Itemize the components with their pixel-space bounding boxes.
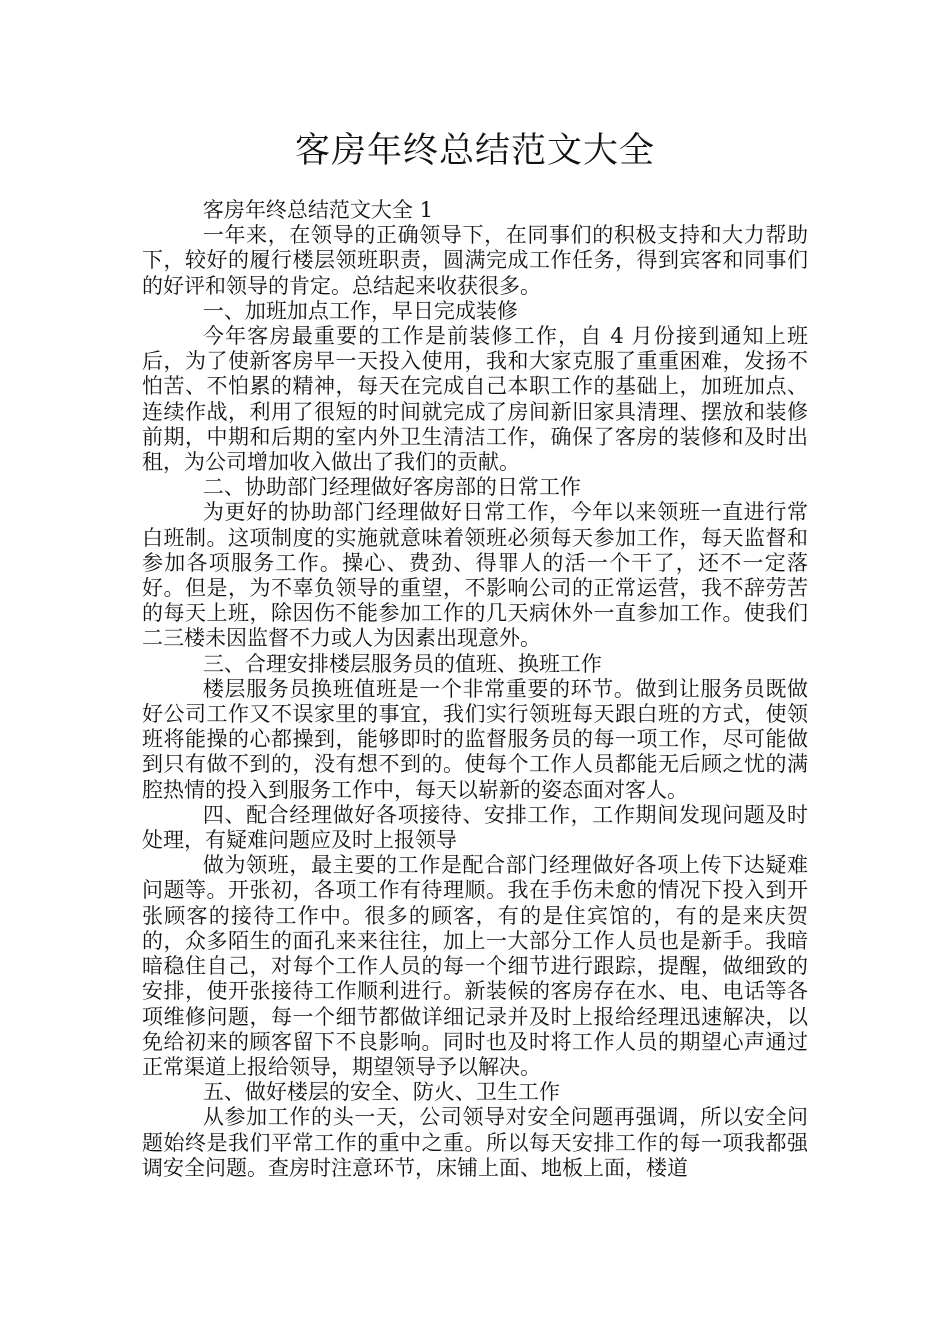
document-body: [142, 198, 808, 1181]
body-paragraph: 今年客房最重要的工作是前装修工作，自 4 月份接到通知上班后，为了使新客房早一天投入使用，我和大家克服了重重困难，发扬不怕苦、不怕累的精神，每天在完成自己本职工作的基础上，加班加点、连续作战，利用了很短的时间就完成了房间新旧家具清理、摆放和装修前期，中期和后期的室内外卫生清洁工作，确保了客房的装修和及时出租，为公司增加收入做出了我们的贡献。: [142, 324, 808, 475]
body-paragraph: 为更好的协助部门经理做好日常工作，今年以来领班一直进行常白班制。这项制度的实施就意味着领班必须每天参加工作，每天监督和参加各项服务工作。操心、费劲、得罪人的活一个干了，还不一定落好。但是，为不辜负领导的重望，不影响公司的正常运营，我不辞劳苦的每天上班，除因伤不能参加工作的几天病休外一直参加工作。使我们二三楼未因监督不力或人为因素出现意外。: [142, 500, 808, 651]
section-heading: 四、配合经理做好各项接待、安排工作，工作期间发现问题及时处理，有疑难问题应及时上报领导: [142, 802, 808, 853]
section-heading: 五、做好楼层的安全、防火、卫生工作: [202, 1080, 560, 1105]
body-paragraph: 做为领班，最主要的工作是配合部门经理做好各项上传下达疑难问题等。开张初，各项工作有待理顺。我在手伤未愈的情况下投入到开张顾客的接待工作中。很多的顾客，有的是住宾馆的，有的是来庆贺的，众多陌生的面孔来来往往，加上一大部分工作人员也是新手。我暗暗稳住自己，对每个工作人员的每一个细节进行跟踪，提醒，做细致的安排，使开张接待工作顺利进行。新装候的客房存在水、电、电话等各项维修问题，每一个细节都做详细记录并及时上报给经理迅速解决，以免给初来的顾客留下不良影响。同时也及时将工作人员的期望心声通过正常渠道上报给领导，期望领导予以解决。: [142, 853, 808, 1079]
section-subtitle: 客房年终总结范文大全 1: [202, 198, 433, 222]
document-title: 客房年终总结范文大全: [294, 131, 655, 171]
section-heading: 一、加班加点工作，早日完成装修: [202, 298, 518, 323]
body-paragraph: 一年来，在领导的正确领导下，在同事们的积极支持和大力帮助下，较好的履行楼层领班职责，圆满完成工作任务，得到宾客和同事们的好评和领导的肯定。总结起来收获很多。: [142, 223, 808, 298]
section-heading: 三、合理安排楼层服务员的值班、换班工作: [202, 651, 602, 676]
section-heading: 二、协助部门经理做好客房部的日常工作: [202, 475, 581, 500]
body-paragraph: 楼层服务员换班值班是一个非常重要的环节。做到让服务员既做好公司工作又不误家里的事宜，我们实行领班每天跟白班的方式，使领班将能操的心都操到，能够即时的监督服务员的每一项工作，尽可能做到只有做不到的，没有想不到的。使每个工作人员都能无后顾之忧的满腔热情的投入到服务工作中，每天以崭新的姿态面对客人。: [142, 676, 808, 802]
body-paragraph: 从参加工作的头一天，公司领导对安全问题再强调，所以安全问题始终是我们平常工作的重中之重。所以每天安排工作的每一项我都强调安全问题。查房时注意环节，床铺上面、地板上面，楼道: [142, 1105, 808, 1180]
